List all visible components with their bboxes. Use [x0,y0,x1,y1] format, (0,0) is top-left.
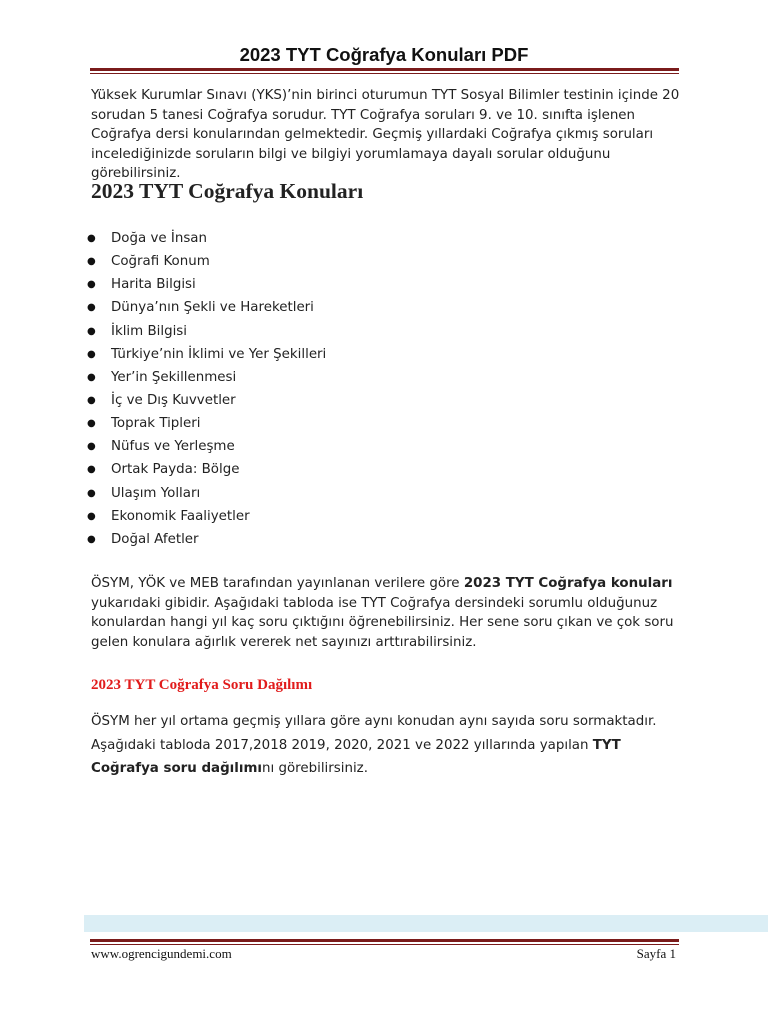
topic-list-item [85,320,326,343]
paragraph-sources-part2: yukarıdaki gibidir. Aşağıdaki tabloda ise TYT Coğrafya dersindeki sorumlu olduğunuz konulardan hangi yıl kaç soru çıktığını öğrenebilirsiniz. Her sene soru çıkan ve çok soru gelen konulara ağırlık vererek net sayınızı arttırabilirsiniz. [91,595,674,650]
header-rule-thick [90,68,679,71]
paragraph-distribution-part1: ÖSYM her yıl ortama geçmiş yıllara göre aynı konudan aynı sayıda soru sormaktadır. Aşağıdaki tabloda 2017,2018 2019, 2020, 2021 ve 2022 yıllarında yapılan [91,714,657,753]
topic-label: Harita Bilgisi [111,277,196,293]
page-title: 2023 TYT Coğrafya Konuları PDF [239,44,529,65]
topic-label: İklim Bilgisi [111,323,187,339]
topic-label: Doğa ve İnsan [111,231,207,246]
topic-list-item [85,389,326,412]
footer-url-link[interactable]: www.ogrencigundemi.com [91,946,232,961]
topic-list-item [85,296,326,319]
topic-label: Coğrafi Konum [111,254,210,270]
topic-label: Yer’in Şekillenmesi [111,369,237,385]
topic-list-item [85,458,326,481]
topic-list-item [85,366,326,389]
bullet-icon: ● [87,302,96,314]
topic-list-item [85,482,326,505]
topic-list-item [85,435,326,458]
paragraph-distribution-part2: nı görebilirsiniz. [262,761,368,776]
bullet-icon: ● [87,279,96,291]
footer-rule-thick [90,939,679,942]
topic-label: İç ve Dış Kuvvetler [111,392,236,408]
paragraph-distribution-bold: TYT Coğrafya soru dağılımı [91,737,621,776]
paragraph-sources-part1: ÖSYM, YÖK ve MEB tarafından yayınlanan verilere göre [91,576,464,591]
bullet-icon: ● [87,487,96,499]
paragraph-sources [91,574,681,652]
bullet-icon: ● [87,371,96,383]
footer-rule-thin [90,944,679,945]
paragraph-distribution [91,710,681,781]
topic-list-item [85,273,326,296]
topic-label: Nüfus ve Yerleşme [111,439,235,455]
intro-paragraph: Yüksek Kurumlar Sınavı (YKS)’nin birinci oturumun TYT Sosyal Bilimler testinin içinde 20 sorudan 5 tanesi Coğrafya sorudur. TYT Coğrafya soruları 9. ve 10. sınıfta işlenen Coğrafya dersi konularından gelmektedir. Geçmiş yıllardaki Coğrafya çıkmış soruları incelediğinizde soruların bilgi ve bilgiyi yorumlamaya dayalı sorular olduğunu görebilirsiniz. [91,88,680,182]
topic-label: Dünya’nın Şekli ve Hareketleri [111,300,314,316]
section-heading-topics: 2023 TYT Coğrafya Konuları [91,179,364,203]
topic-list [85,227,326,551]
topic-list-item [85,343,326,366]
topic-label: Toprak Tipleri [111,416,201,432]
topic-label: Doğal Afetler [111,531,199,547]
bullet-icon: ● [87,441,96,453]
section-heading-distribution: 2023 TYT Coğrafya Soru Dağılımı [91,677,313,693]
topic-label: Ulaşım Yolları [111,485,201,501]
bullet-icon: ● [87,418,96,430]
topic-label: Ekonomik Faaliyetler [111,508,250,524]
topic-label: Ortak Payda: Bölge [111,462,240,478]
bullet-icon: ● [87,233,96,244]
footer-page-number: Sayfa 1 [636,946,676,961]
topic-label: Türkiye’nin İklimi ve Yer Şekilleri [111,346,327,362]
bullet-icon: ● [87,464,96,476]
bullet-icon: ● [87,394,96,406]
footer-band [84,915,768,932]
bullet-icon: ● [87,348,96,360]
bullet-icon: ● [87,256,96,268]
topic-list-item [85,227,326,250]
topic-list-item [85,505,326,528]
bullet-icon: ● [87,510,96,522]
topic-list-item [85,412,326,435]
paragraph-sources-bold: 2023 TYT Coğrafya konuları [463,576,673,591]
topic-list-item [85,250,326,273]
bullet-icon: ● [87,533,96,545]
header-rule-thin [90,73,679,74]
bullet-icon: ● [87,325,96,337]
topic-list-item [85,528,326,551]
